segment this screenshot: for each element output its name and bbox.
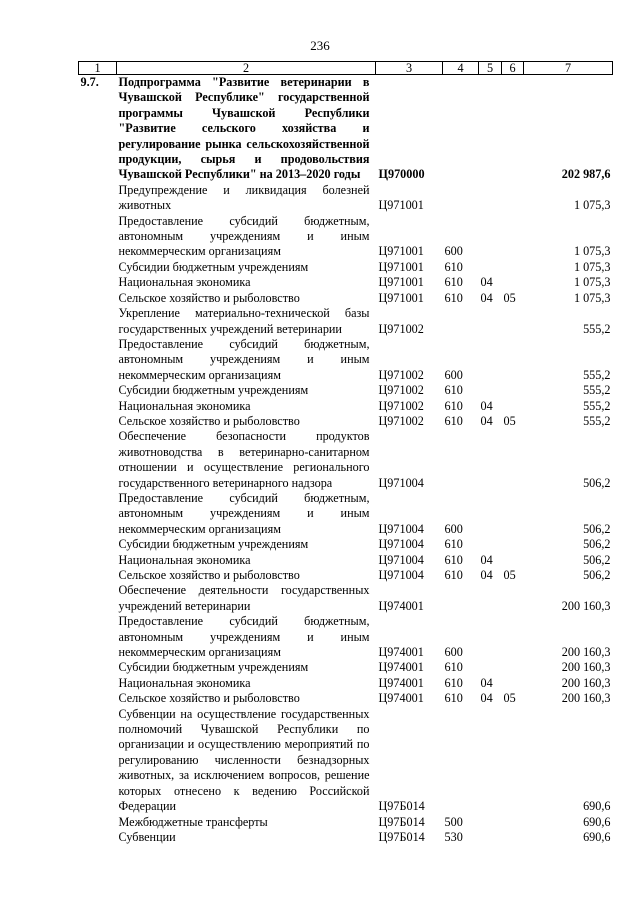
table-row (79, 537, 613, 552)
item-name-cell: Обеспечение безопасности продуктов животноводства в ветеринарно-санитарном отношении и осуществление регионального государственного ветеринарного надзора (118, 429, 370, 490)
subsection-cell: 05 (503, 691, 516, 706)
item-name-cell: Сельское хозяйство и рыболовство (118, 568, 300, 582)
subsection-cell (502, 491, 524, 537)
target-code-cell: Ц974001 (378, 598, 424, 613)
expense-type-cell: 610 (444, 275, 463, 290)
expense-type-cell: 610 (444, 660, 463, 675)
page-number: 236 (310, 38, 330, 53)
target-code-cell: Ц971001 (378, 275, 424, 290)
section-cell (479, 260, 502, 275)
col-header-6: 6 (502, 62, 524, 75)
section-cell: 04 (480, 275, 493, 290)
row-number-cell (79, 815, 117, 830)
section-cell (479, 815, 502, 830)
amount-cell: 555,2 (583, 383, 611, 398)
section-cell (479, 537, 502, 552)
expense-type-cell (443, 583, 479, 614)
section-cell (479, 830, 502, 845)
expense-type-cell: 610 (444, 552, 463, 567)
section-cell (479, 214, 502, 260)
amount-cell: 506,2 (583, 521, 611, 536)
target-code-cell: Ц971004 (378, 568, 424, 582)
table-row (79, 183, 613, 214)
expense-type-cell: 610 (444, 568, 463, 582)
subsection-cell (502, 676, 524, 691)
table-row (79, 583, 613, 614)
row-number-cell (79, 707, 117, 815)
row-number-cell (79, 491, 117, 537)
item-name-cell: Национальная экономика (118, 275, 251, 290)
row-number-cell (79, 583, 117, 614)
row-number-cell (79, 429, 117, 491)
col-header-5: 5 (479, 62, 502, 75)
expense-type-cell: 610 (444, 398, 463, 413)
table-row (79, 275, 613, 290)
expense-type-cell: 610 (444, 259, 463, 274)
item-name-cell: Межбюджетные трансферты (118, 814, 268, 829)
amount-cell: 200 160,3 (561, 691, 611, 706)
table-row (79, 337, 613, 383)
item-name-cell: Предоставление субсидий бюджетным, автономным учреждениям и иным некоммерческим организациям (118, 490, 370, 536)
table-row (79, 553, 613, 568)
target-code-cell: Ц97Б014 (378, 799, 425, 814)
row-number-cell (79, 260, 117, 275)
expense-type-cell (443, 306, 479, 337)
section-cell: 04 (480, 568, 493, 582)
amount-cell: 555,2 (583, 398, 611, 413)
col-header-1: 1 (79, 62, 117, 75)
column-number-header (79, 62, 613, 75)
table-row (79, 660, 613, 675)
item-name-cell: Субсидии бюджетным учреждениям (118, 660, 309, 675)
section-cell (479, 707, 502, 815)
row-number-cell (79, 337, 117, 383)
amount-cell: 690,6 (583, 829, 611, 844)
section-cell (479, 429, 502, 491)
item-name-cell: Обеспечение деятельности государственных учреждений ветеринарии (118, 583, 370, 613)
target-code-cell: Ц974001 (378, 645, 424, 660)
subsection-cell (502, 537, 524, 552)
amount-cell: 506,2 (583, 552, 611, 567)
amount-cell: 200 160,3 (561, 660, 611, 675)
target-code-cell: Ц971004 (378, 521, 424, 536)
item-name-cell: Национальная экономика (118, 398, 251, 413)
section-cell: 04 (480, 413, 493, 428)
target-code-cell: Ц974001 (378, 660, 424, 675)
amount-cell: 690,6 (583, 814, 611, 829)
target-code-cell: Ц97Б014 (378, 829, 425, 844)
expense-type-cell: 600 (444, 244, 463, 259)
subsection-cell (502, 583, 524, 614)
amount-cell: 1 075,3 (573, 244, 611, 259)
item-name-cell: Сельское хозяйство и рыболовство (118, 691, 300, 706)
subsection-cell (502, 75, 524, 183)
target-code-cell: Ц971001 (378, 198, 424, 213)
item-name-cell: Национальная экономика (118, 552, 251, 567)
section-cell (479, 383, 502, 398)
subsection-cell (502, 214, 524, 260)
subsection-cell (502, 383, 524, 398)
row-number-cell (79, 830, 117, 845)
expense-type-cell: 610 (444, 675, 463, 690)
amount-cell: 690,6 (583, 799, 611, 814)
subsection-cell (502, 260, 524, 275)
subsection-cell (502, 306, 524, 337)
row-number-cell: 9.7. (80, 75, 99, 89)
expense-type-cell: 600 (444, 645, 463, 660)
expense-type-cell: 610 (444, 413, 463, 428)
target-code-cell: Ц971004 (378, 552, 424, 567)
item-name-cell: Подпрограмма "Развитие ветеринарии в Чувашской Республике" государственной программы Чувашской Республики "Развитие сельского хозяйства и регулирование рынка сельскохозяйственной продукции, сырья и продовольствия Чувашской Республики" на 2013–2020 годы (118, 75, 370, 182)
row-number-cell (79, 399, 117, 414)
amount-cell: 1 075,3 (573, 259, 611, 274)
subsection-cell (502, 337, 524, 383)
table-row (79, 614, 613, 660)
row-number-cell (79, 183, 117, 214)
subsection-cell (502, 614, 524, 660)
expense-type-cell (443, 429, 479, 491)
item-name-cell: Национальная экономика (118, 675, 251, 690)
item-name-cell: Субсидии бюджетным учреждениям (118, 537, 309, 552)
row-number-cell (79, 383, 117, 398)
section-cell (479, 614, 502, 660)
target-code-cell: Ц971004 (378, 475, 424, 490)
section-cell (479, 183, 502, 214)
target-code-cell: Ц971001 (378, 290, 424, 305)
section-cell: 04 (480, 290, 493, 305)
amount-cell: 506,2 (583, 537, 611, 552)
expense-type-cell (443, 707, 479, 815)
row-number-cell (79, 660, 117, 675)
table-row (79, 260, 613, 275)
item-name-cell: Субвенции на осуществление государственных полномочий Чувашской Республики по организации и осуществлению мероприятий по регулированию численности безнадзорных животных, за исключением вопросов, решение которых отнесено к ведению Российской Федерации (118, 706, 370, 814)
table-row (79, 568, 613, 583)
row-number-cell (79, 414, 117, 429)
expense-type-cell: 610 (444, 290, 463, 305)
target-code-cell: Ц971001 (378, 244, 424, 259)
section-cell (479, 306, 502, 337)
table-row (79, 830, 613, 845)
table-row (79, 429, 613, 491)
section-cell (479, 583, 502, 614)
subsection-cell (502, 429, 524, 491)
target-code-cell: Ц971002 (378, 383, 424, 398)
col-header-3: 3 (376, 62, 443, 75)
table-row (79, 491, 613, 537)
col-header-4: 4 (443, 62, 479, 75)
row-number-cell (79, 537, 117, 552)
expense-type-cell: 600 (444, 521, 463, 536)
item-name-cell: Сельское хозяйство и рыболовство (118, 413, 300, 428)
expense-type-cell: 600 (444, 367, 463, 382)
row-number-cell (79, 676, 117, 691)
table-row (79, 399, 613, 414)
target-code-cell: Ц971002 (378, 413, 424, 428)
table-row (79, 75, 613, 183)
amount-cell: 200 160,3 (561, 598, 611, 613)
amount-cell: 1 075,3 (573, 290, 611, 305)
amount-cell: 555,2 (583, 413, 611, 428)
section-cell: 04 (480, 552, 493, 567)
expense-type-cell: 610 (444, 691, 463, 706)
target-code-cell: Ц970000 (378, 167, 425, 182)
col-header-2: 2 (117, 62, 376, 75)
target-code-cell: Ц974001 (378, 675, 424, 690)
table-row (79, 214, 613, 260)
section-cell: 04 (480, 691, 493, 706)
table-row (79, 414, 613, 429)
row-number-cell (79, 291, 117, 306)
expense-type-cell: 500 (444, 814, 463, 829)
table-row (79, 383, 613, 398)
budget-table (78, 61, 613, 845)
subsection-cell (502, 707, 524, 815)
expense-type-cell: 530 (444, 829, 463, 844)
amount-cell: 200 160,3 (561, 675, 611, 690)
table-row (79, 691, 613, 706)
subsection-cell (502, 660, 524, 675)
section-cell (479, 660, 502, 675)
section-cell: 04 (480, 675, 493, 690)
section-cell: 04 (480, 398, 493, 413)
section-cell (479, 75, 502, 183)
expense-type-cell (443, 183, 479, 214)
row-number-cell (79, 275, 117, 290)
item-name-cell: Сельское хозяйство и рыболовство (118, 290, 300, 305)
amount-cell: 555,2 (583, 321, 611, 336)
target-code-cell: Ц974001 (378, 691, 424, 706)
section-cell (479, 337, 502, 383)
subsection-cell: 05 (503, 568, 516, 582)
item-name-cell: Субсидии бюджетным учреждениям (118, 259, 309, 274)
row-number-cell (79, 691, 117, 706)
amount-cell: 1 075,3 (573, 198, 611, 213)
table-row (79, 707, 613, 815)
table-row (79, 815, 613, 830)
table-row (79, 291, 613, 306)
row-number-cell (79, 614, 117, 660)
amount-cell: 555,2 (583, 367, 611, 382)
row-number-cell (79, 568, 117, 583)
target-code-cell: Ц971002 (378, 367, 424, 382)
expense-type-cell (443, 75, 479, 183)
section-cell (479, 491, 502, 537)
item-name-cell: Предупреждение и ликвидация болезней животных (118, 182, 370, 213)
row-number-cell (79, 214, 117, 260)
subsection-cell (502, 815, 524, 830)
target-code-cell: Ц971001 (378, 259, 424, 274)
subsection-cell: 05 (503, 290, 516, 305)
subsection-cell: 05 (503, 413, 516, 428)
amount-cell: 1 075,3 (573, 275, 611, 290)
col-header-7: 7 (524, 62, 613, 75)
expense-type-cell: 610 (444, 537, 463, 552)
subsection-cell (502, 275, 524, 290)
target-code-cell: Ц971002 (378, 398, 424, 413)
item-name-cell: Предоставление субсидий бюджетным, автономным учреждениям и иным некоммерческим организациям (118, 614, 370, 660)
subsection-cell (502, 399, 524, 414)
item-name-cell: Укрепление материально-технической базы государственных учреждений ветеринарии (118, 306, 370, 336)
table-row (79, 676, 613, 691)
subsection-cell (502, 553, 524, 568)
item-name-cell: Субвенции (118, 829, 176, 844)
target-code-cell: Ц971002 (378, 321, 424, 336)
row-number-cell (79, 306, 117, 337)
amount-cell: 200 160,3 (561, 645, 611, 660)
amount-cell: 202 987,6 (561, 167, 611, 182)
table-row (79, 306, 613, 337)
amount-cell: 506,2 (583, 475, 611, 490)
item-name-cell: Предоставление субсидий бюджетным, автономным учреждениям и иным некоммерческим организациям (118, 213, 370, 259)
item-name-cell: Субсидии бюджетным учреждениям (118, 383, 309, 398)
subsection-cell (502, 183, 524, 214)
target-code-cell: Ц97Б014 (378, 814, 425, 829)
item-name-cell: Предоставление субсидий бюджетным, автономным учреждениям и иным некоммерческим организациям (118, 336, 370, 382)
row-number-cell (79, 553, 117, 568)
target-code-cell: Ц971004 (378, 537, 424, 552)
subsection-cell (502, 830, 524, 845)
expense-type-cell: 610 (444, 383, 463, 398)
amount-cell: 506,2 (583, 568, 611, 582)
